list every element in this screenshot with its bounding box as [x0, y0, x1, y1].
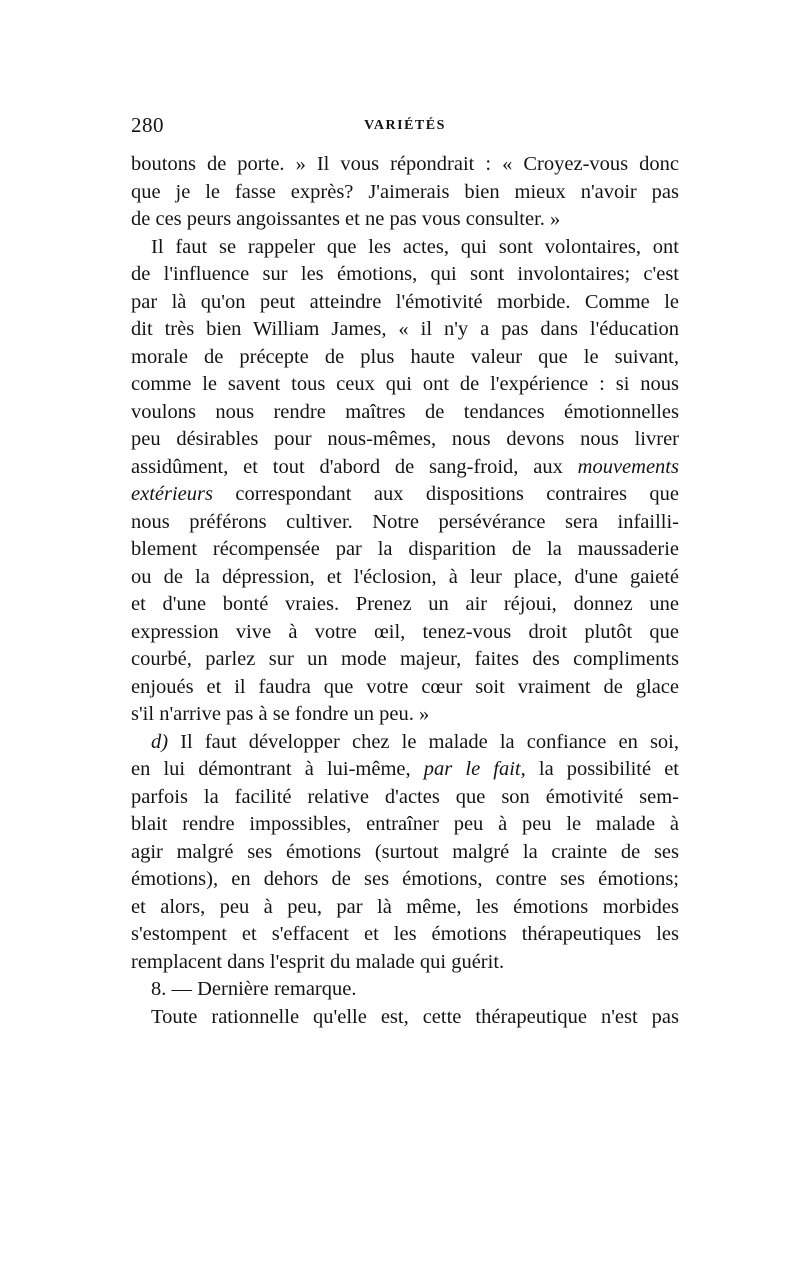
line-text: par là qu'on peut atteindre l'émotivité morbide. Comme le: [131, 290, 679, 313]
line-text: blait rendre impossibles, entraîner peu à peu le malade à: [131, 813, 679, 835]
text-line: [131, 536, 679, 564]
text-line: [131, 866, 679, 894]
line-text: s'estompent et s'effacent et les émotions thérapeutiques les: [131, 923, 679, 945]
text-line: [131, 234, 679, 262]
running-title: VARIÉTÉS: [364, 118, 446, 133]
line-text: Toute rationnelle qu'elle est, cette thérapeutique n'est pas: [151, 1005, 679, 1028]
italic-phrase: extérieurs: [131, 483, 213, 505]
text-line: [131, 151, 679, 179]
italic-phrase: mouvements: [577, 455, 679, 478]
line-text: enjoués et il faudra que votre cœur soit vraiment de glace: [131, 675, 679, 698]
line-text: en lui démontrant à lui-même,: [131, 758, 411, 780]
text-line: [131, 344, 679, 372]
text-line: [131, 729, 679, 757]
line-text: boutons de porte. » Il vous répondrait : « Croyez-vous donc: [131, 153, 679, 175]
text-line: [131, 206, 679, 234]
line-text: assidûment, et tout d'abord de sang-froid, aux: [131, 455, 563, 478]
line-text: voulons nous rendre maîtres de tendances émotionnelles: [131, 400, 679, 423]
page-number: 280: [131, 113, 164, 137]
text-line: [131, 619, 679, 647]
body-text: [131, 151, 679, 1031]
text-line: [131, 509, 679, 537]
line-text: morale de précepte de plus haute valeur que le suivant,: [131, 345, 679, 368]
line-text: que je le fasse exprès? J'aimerais bien mieux n'avoir pas: [131, 180, 679, 203]
line-text: de ces peurs angoissantes et ne pas vous consulter. »: [131, 208, 561, 230]
page-header: [131, 110, 679, 140]
text-line: [131, 481, 679, 509]
line-text: remplacent dans l'esprit du malade qui guérit.: [131, 950, 505, 973]
line-text: de l'influence sur les émotions, qui sont involontaires; c'est: [131, 263, 679, 285]
line-text: courbé, parlez sur un mode majeur, faites des compliments: [131, 648, 679, 670]
line-text: émotions), en dehors de ses émotions, contre ses émotions;: [131, 868, 679, 890]
line-text: et d'une bonté vraies. Prenez un air réjoui, donnez une: [131, 593, 679, 615]
text-line: [131, 454, 679, 482]
line-text: nous préférons cultiver. Notre persévérance sera infailli-: [131, 510, 679, 533]
text-line: [131, 426, 679, 454]
text-line: [131, 261, 679, 289]
line-text: s'il n'arrive pas à se fondre un peu. »: [131, 703, 430, 725]
text-line: [131, 894, 679, 922]
line-text: expression vive à votre œil, tenez-vous droit plutôt que: [131, 620, 679, 643]
line-text: parfois la facilité relative d'actes que son émotivité sem-: [131, 785, 679, 808]
text-line: [131, 564, 679, 592]
text-line: [131, 756, 679, 784]
italic-phrase: par le fait,: [423, 758, 526, 780]
text-line: [131, 701, 679, 729]
line-text: blement récompensée par la disparition de la maussaderie: [131, 538, 679, 560]
line-text: dit très bien William James, « il n'y a pas dans l'éducation: [131, 318, 679, 340]
text-line: [131, 179, 679, 207]
text-line: [131, 289, 679, 317]
text-line: [131, 646, 679, 674]
text-line: [131, 371, 679, 399]
line-text: ou de la dépression, et l'éclosion, à leur place, d'une gaieté: [131, 565, 679, 588]
text-line: [131, 316, 679, 344]
text-line: [131, 921, 679, 949]
text-line: [131, 591, 679, 619]
text-line: [131, 399, 679, 427]
line-text: Il faut se rappeler que les actes, qui sont volontaires, ont: [151, 235, 679, 258]
text-line: [131, 976, 679, 1004]
text-line: [131, 784, 679, 812]
line-text: peu désirables pour nous-mêmes, nous devons nous livrer: [131, 428, 679, 450]
line-text-continued: la possibilité et: [538, 758, 679, 780]
text-line: [131, 674, 679, 702]
text-line: [131, 1004, 679, 1032]
line-text: comme le savent tous ceux qui ont de l'expérience : si nous: [131, 373, 679, 395]
text-line: [131, 839, 679, 867]
text-line: [131, 949, 679, 977]
text-line: [131, 811, 679, 839]
line-text: et alors, peu à peu, par là même, les émotions morbides: [131, 895, 679, 918]
line-text: 8. — Dernière remarque.: [151, 978, 357, 1000]
line-text: agir malgré ses émotions (surtout malgré la crainte de ses: [131, 840, 679, 863]
line-text: correspondant aux dispositions contraires que: [235, 483, 679, 505]
italic-phrase: d): [151, 730, 169, 753]
line-text: Il faut développer chez le malade la confiance en soi,: [180, 730, 679, 753]
